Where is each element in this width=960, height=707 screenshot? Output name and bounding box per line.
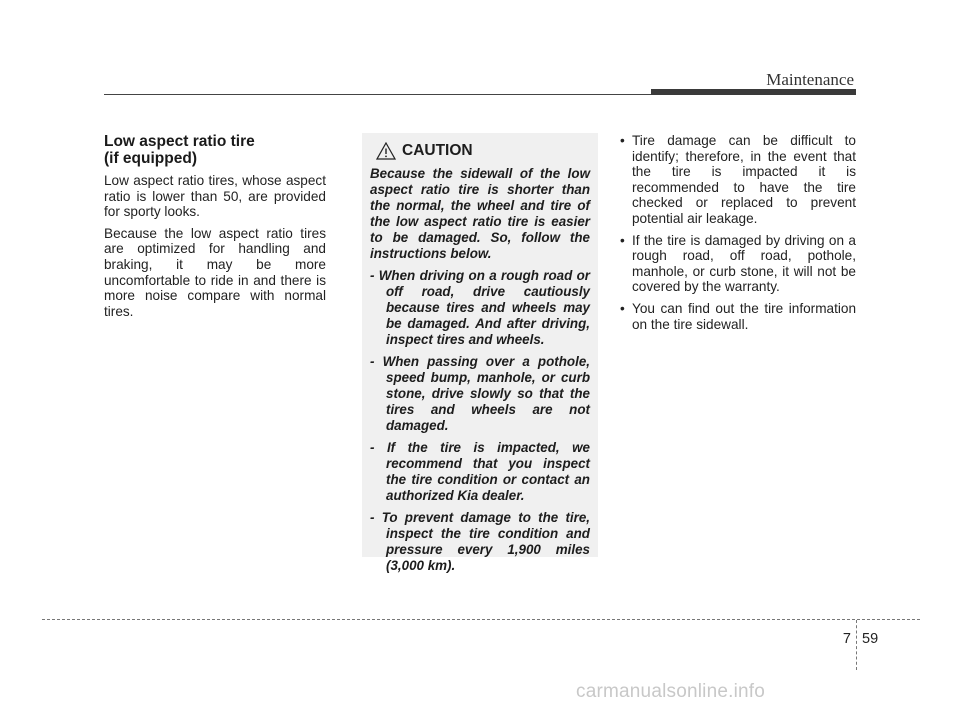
- footer-dashed-rule: [42, 619, 920, 620]
- caution-item: - When passing over a pothole, speed bump, manhole, or curb stone, drive slowly so that the tires and wheels are not damaged.: [370, 354, 590, 433]
- caution-item: - If the tire is impacted, we recommend that you inspect the tire condition or contact an authorized Kia dealer.: [370, 440, 590, 503]
- bullet-text: Tire damage can be difficult to identify; therefore, in the event that the tire is impacted it is recommended to have the tire checked or replaced to prevent potential air leakage.: [632, 133, 856, 226]
- bullet-dot: •: [620, 133, 625, 148]
- paragraph: Low aspect ratio tires, whose aspect ratio is lower than 50, are provided for sporty looks.: [104, 173, 326, 220]
- bullet-item: [618, 233, 856, 295]
- bullet-item: [618, 301, 856, 332]
- chapter-number: 7: [842, 631, 851, 647]
- header-rule-thick: [651, 89, 856, 95]
- caution-intro: Because the sidewall of the low aspect ratio tire is shorter than the normal, the wheel and tire of the low aspect ratio tire is easier to be damaged. So, follow the instructions below.: [370, 166, 590, 261]
- page-number: 59: [862, 631, 879, 647]
- header-rule-thin: [104, 94, 651, 95]
- bullet-item: [618, 133, 856, 227]
- bullet-text: If the tire is damaged by driving on a rough road, off road, pothole, manhole, or curb stone, it will not be covered by the warranty.: [632, 232, 856, 295]
- footer-vertical-rule: [856, 620, 857, 670]
- bullet-text: You can find out the tire information on the tire sidewall.: [632, 300, 856, 332]
- section-title: Maintenance: [766, 70, 854, 89]
- bullet-dot: •: [620, 232, 625, 248]
- caution-title: CAUTION: [402, 142, 473, 159]
- paragraph: Because the low aspect ratio tires are optimized for handling and braking, it may be more uncomfortable to ride in and there is more noise compare with normal tires.: [104, 225, 326, 319]
- caution-header: [370, 142, 590, 160]
- section-heading: Low aspect ratio tire (if equipped): [104, 133, 255, 167]
- right-column: [618, 133, 856, 338]
- caution-item: - When driving on a rough road or off road, drive cautiously because tires and wheels may be damaged. And after driving, inspect tires and wheels.: [370, 268, 590, 347]
- caution-box: [362, 133, 598, 573]
- watermark: carmanualsonline.info: [576, 681, 766, 702]
- warning-triangle-icon: [376, 142, 396, 160]
- caution-item: - To prevent damage to the tire, inspect the tire condition and pressure every 1,900 miles (3,000 km).: [370, 510, 590, 573]
- bullet-dot: •: [620, 300, 625, 316]
- left-column: [104, 133, 326, 325]
